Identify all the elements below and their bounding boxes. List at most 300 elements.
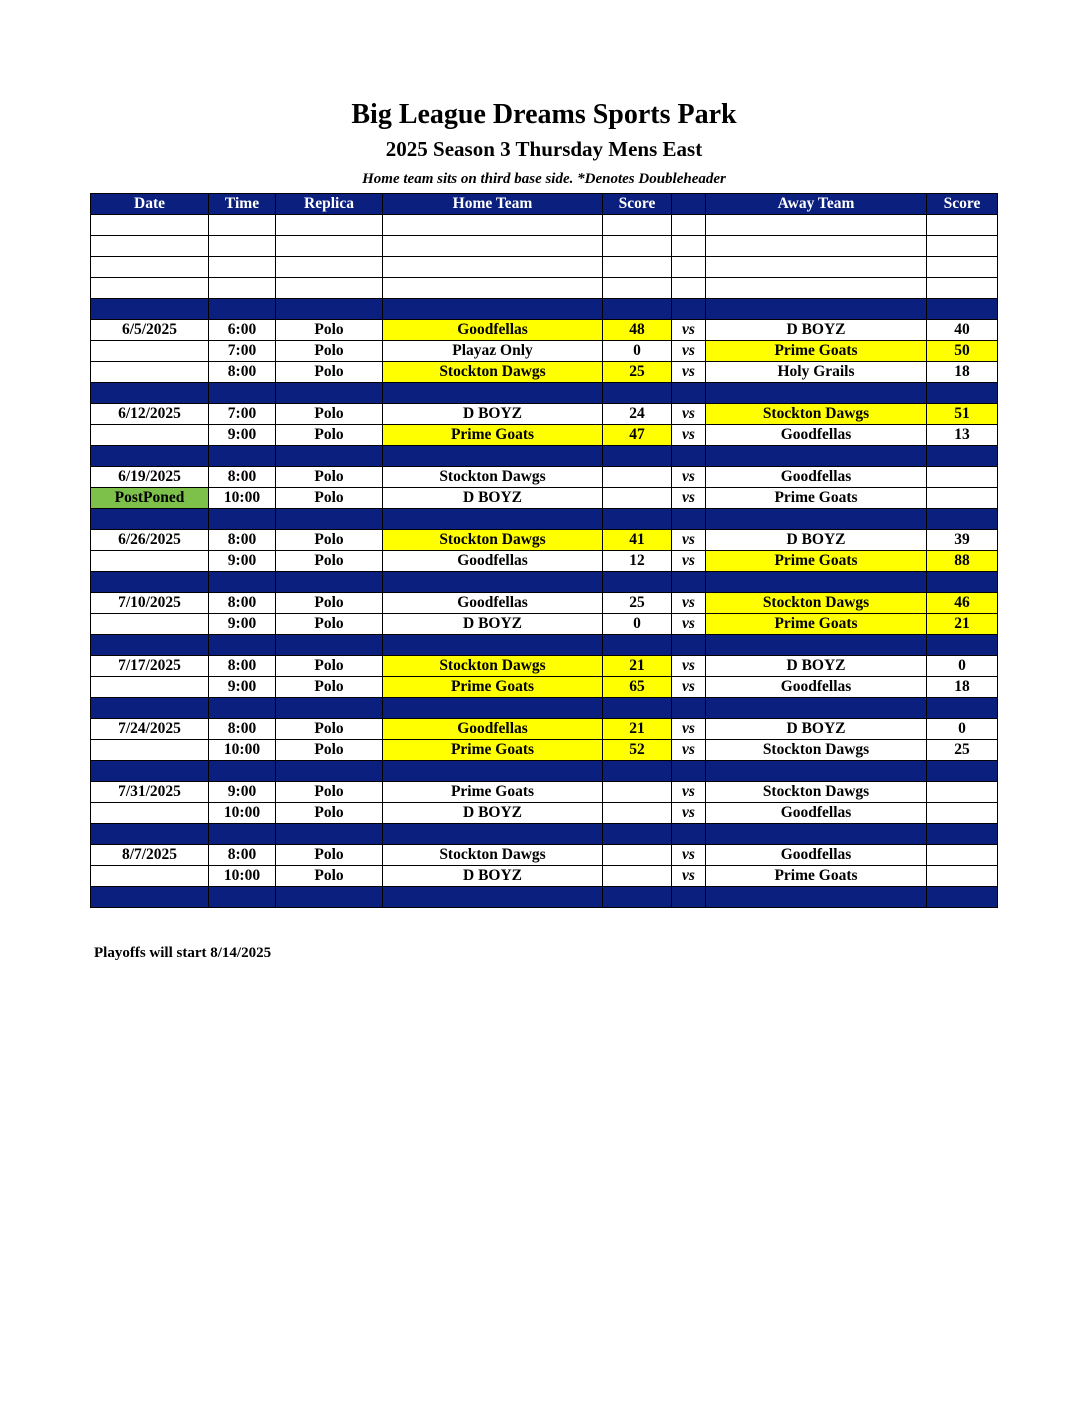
away-score-cell: 0 bbox=[927, 656, 998, 677]
week-separator-row bbox=[91, 635, 998, 656]
blank-cell bbox=[927, 215, 998, 236]
separator-cell bbox=[209, 761, 276, 782]
vs-cell: vs bbox=[672, 740, 706, 761]
separator-cell bbox=[927, 299, 998, 320]
separator-cell bbox=[276, 572, 383, 593]
blank-cell bbox=[276, 215, 383, 236]
separator-cell bbox=[91, 572, 209, 593]
time-cell: 9:00 bbox=[209, 551, 276, 572]
date-cell bbox=[91, 362, 209, 383]
separator-cell bbox=[276, 299, 383, 320]
time-cell: 8:00 bbox=[209, 719, 276, 740]
separator-cell bbox=[927, 761, 998, 782]
blank-cell bbox=[603, 278, 672, 299]
separator-cell bbox=[276, 446, 383, 467]
separator-cell bbox=[91, 635, 209, 656]
separator-cell bbox=[603, 698, 672, 719]
separator-cell bbox=[706, 509, 927, 530]
away-score-cell bbox=[927, 866, 998, 887]
away-team-cell: D BOYZ bbox=[706, 320, 927, 341]
away-score-cell bbox=[927, 845, 998, 866]
time-cell: 6:00 bbox=[209, 320, 276, 341]
playoffs-note: Playoffs will start 8/14/2025 bbox=[94, 945, 272, 961]
home-team-cell: Prime Goats bbox=[383, 425, 603, 446]
away-score-cell: 18 bbox=[927, 677, 998, 698]
separator-cell bbox=[209, 572, 276, 593]
separator-cell bbox=[603, 383, 672, 404]
replica-cell: Polo bbox=[276, 488, 383, 509]
vs-cell: vs bbox=[672, 845, 706, 866]
blank-cell bbox=[706, 278, 927, 299]
separator-cell bbox=[91, 887, 209, 908]
away-team-cell: Goodfellas bbox=[706, 845, 927, 866]
replica-cell: Polo bbox=[276, 404, 383, 425]
away-score-cell: 21 bbox=[927, 614, 998, 635]
separator-cell bbox=[276, 698, 383, 719]
replica-cell: Polo bbox=[276, 530, 383, 551]
game-row bbox=[91, 866, 998, 887]
vs-cell: vs bbox=[672, 530, 706, 551]
away-score-cell: 46 bbox=[927, 593, 998, 614]
separator-cell bbox=[603, 509, 672, 530]
time-cell: 7:00 bbox=[209, 341, 276, 362]
home-score-cell: 41 bbox=[603, 530, 672, 551]
blank-cell bbox=[383, 257, 603, 278]
away-team-cell: Goodfellas bbox=[706, 467, 927, 488]
separator-cell bbox=[383, 698, 603, 719]
time-cell: 8:00 bbox=[209, 845, 276, 866]
week-separator-row bbox=[91, 887, 998, 908]
away-score-cell: 18 bbox=[927, 362, 998, 383]
home-team-cell: Goodfellas bbox=[383, 719, 603, 740]
separator-cell bbox=[603, 299, 672, 320]
separator-cell bbox=[672, 761, 706, 782]
home-score-cell: 12 bbox=[603, 551, 672, 572]
blank-row bbox=[91, 278, 998, 299]
home-team-cell: Goodfellas bbox=[383, 320, 603, 341]
separator-cell bbox=[383, 761, 603, 782]
separator-cell bbox=[91, 698, 209, 719]
time-cell: 9:00 bbox=[209, 614, 276, 635]
date-cell: 7/10/2025 bbox=[91, 593, 209, 614]
game-row bbox=[91, 425, 998, 446]
replica-cell: Polo bbox=[276, 425, 383, 446]
date-cell: PostPoned bbox=[91, 488, 209, 509]
separator-cell bbox=[276, 383, 383, 404]
week-separator-row bbox=[91, 698, 998, 719]
week-separator-row bbox=[91, 824, 998, 845]
separator-cell bbox=[383, 635, 603, 656]
blank-cell bbox=[706, 236, 927, 257]
away-team-cell: D BOYZ bbox=[706, 530, 927, 551]
separator-cell bbox=[927, 572, 998, 593]
blank-cell bbox=[603, 236, 672, 257]
time-cell: 8:00 bbox=[209, 362, 276, 383]
game-row bbox=[91, 614, 998, 635]
separator-cell bbox=[672, 383, 706, 404]
away-team-cell: Prime Goats bbox=[706, 341, 927, 362]
away-team-cell: Holy Grails bbox=[706, 362, 927, 383]
date-cell: 7/24/2025 bbox=[91, 719, 209, 740]
date-cell bbox=[91, 866, 209, 887]
time-cell: 9:00 bbox=[209, 782, 276, 803]
time-cell: 8:00 bbox=[209, 593, 276, 614]
blank-cell bbox=[383, 215, 603, 236]
separator-cell bbox=[209, 698, 276, 719]
away-team-cell: Stockton Dawgs bbox=[706, 404, 927, 425]
week-separator-row bbox=[91, 446, 998, 467]
home-team-cell: D BOYZ bbox=[383, 866, 603, 887]
home-team-cell: D BOYZ bbox=[383, 803, 603, 824]
separator-cell bbox=[383, 383, 603, 404]
blank-cell bbox=[672, 278, 706, 299]
home-score-cell bbox=[603, 782, 672, 803]
replica-cell: Polo bbox=[276, 845, 383, 866]
home-score-cell: 0 bbox=[603, 614, 672, 635]
date-cell: 7/17/2025 bbox=[91, 656, 209, 677]
home-team-cell: Stockton Dawgs bbox=[383, 656, 603, 677]
blank-row bbox=[91, 236, 998, 257]
blank-cell bbox=[209, 236, 276, 257]
game-row bbox=[91, 467, 998, 488]
col-header-away-score: Score bbox=[927, 194, 998, 215]
separator-cell bbox=[383, 824, 603, 845]
game-row bbox=[91, 845, 998, 866]
separator-cell bbox=[276, 761, 383, 782]
game-row bbox=[91, 404, 998, 425]
blank-cell bbox=[91, 278, 209, 299]
game-row bbox=[91, 362, 998, 383]
separator-cell bbox=[209, 509, 276, 530]
separator-cell bbox=[672, 698, 706, 719]
schedule-table bbox=[90, 193, 998, 908]
game-row bbox=[91, 677, 998, 698]
replica-cell: Polo bbox=[276, 341, 383, 362]
separator-cell bbox=[706, 824, 927, 845]
blank-cell bbox=[603, 215, 672, 236]
away-score-cell: 40 bbox=[927, 320, 998, 341]
time-cell: 8:00 bbox=[209, 467, 276, 488]
away-score-cell bbox=[927, 467, 998, 488]
home-team-cell: Stockton Dawgs bbox=[383, 530, 603, 551]
col-header-replica: Replica bbox=[276, 194, 383, 215]
week-separator-row bbox=[91, 761, 998, 782]
date-cell: 8/7/2025 bbox=[91, 845, 209, 866]
separator-cell bbox=[603, 887, 672, 908]
home-team-cell: D BOYZ bbox=[383, 614, 603, 635]
col-header-home-team: Home Team bbox=[383, 194, 603, 215]
blank-cell bbox=[927, 257, 998, 278]
vs-cell: vs bbox=[672, 551, 706, 572]
away-team-cell: Goodfellas bbox=[706, 425, 927, 446]
replica-cell: Polo bbox=[276, 740, 383, 761]
away-score-cell bbox=[927, 488, 998, 509]
date-cell: 6/19/2025 bbox=[91, 467, 209, 488]
vs-cell: vs bbox=[672, 467, 706, 488]
away-team-cell: Stockton Dawgs bbox=[706, 782, 927, 803]
home-score-cell: 48 bbox=[603, 320, 672, 341]
blank-cell bbox=[706, 257, 927, 278]
separator-cell bbox=[672, 572, 706, 593]
game-row bbox=[91, 782, 998, 803]
vs-cell: vs bbox=[672, 404, 706, 425]
separator-cell bbox=[276, 824, 383, 845]
separator-cell bbox=[672, 509, 706, 530]
week-separator-row bbox=[91, 509, 998, 530]
time-cell: 9:00 bbox=[209, 425, 276, 446]
home-score-cell: 52 bbox=[603, 740, 672, 761]
replica-cell: Polo bbox=[276, 782, 383, 803]
vs-cell: vs bbox=[672, 719, 706, 740]
vs-cell: vs bbox=[672, 362, 706, 383]
separator-cell bbox=[383, 887, 603, 908]
time-cell: 10:00 bbox=[209, 866, 276, 887]
blank-cell bbox=[276, 257, 383, 278]
separator-cell bbox=[91, 824, 209, 845]
separator-cell bbox=[276, 509, 383, 530]
away-team-cell: Goodfellas bbox=[706, 677, 927, 698]
away-score-cell bbox=[927, 803, 998, 824]
replica-cell: Polo bbox=[276, 362, 383, 383]
separator-cell bbox=[383, 446, 603, 467]
separator-cell bbox=[209, 887, 276, 908]
blank-row bbox=[91, 215, 998, 236]
separator-cell bbox=[383, 299, 603, 320]
replica-cell: Polo bbox=[276, 803, 383, 824]
separator-cell bbox=[209, 299, 276, 320]
game-row bbox=[91, 740, 998, 761]
header-row bbox=[91, 194, 998, 215]
away-score-cell: 13 bbox=[927, 425, 998, 446]
separator-cell bbox=[706, 887, 927, 908]
separator-cell bbox=[706, 635, 927, 656]
separator-cell bbox=[672, 824, 706, 845]
away-team-cell: Stockton Dawgs bbox=[706, 740, 927, 761]
home-score-cell: 65 bbox=[603, 677, 672, 698]
col-header-home-score: Score bbox=[603, 194, 672, 215]
date-cell: 6/26/2025 bbox=[91, 530, 209, 551]
game-row bbox=[91, 803, 998, 824]
separator-cell bbox=[603, 824, 672, 845]
home-score-cell: 21 bbox=[603, 719, 672, 740]
away-team-cell: Prime Goats bbox=[706, 551, 927, 572]
blank-cell bbox=[672, 257, 706, 278]
vs-cell: vs bbox=[672, 782, 706, 803]
vs-cell: vs bbox=[672, 341, 706, 362]
col-header-away-team: Away Team bbox=[706, 194, 927, 215]
replica-cell: Polo bbox=[276, 677, 383, 698]
date-cell: 7/31/2025 bbox=[91, 782, 209, 803]
separator-cell bbox=[383, 509, 603, 530]
separator-cell bbox=[91, 299, 209, 320]
blank-cell bbox=[672, 215, 706, 236]
blank-cell bbox=[209, 257, 276, 278]
home-score-cell: 24 bbox=[603, 404, 672, 425]
blank-cell bbox=[276, 236, 383, 257]
date-cell bbox=[91, 341, 209, 362]
home-team-cell: D BOYZ bbox=[383, 488, 603, 509]
game-row bbox=[91, 656, 998, 677]
blank-cell bbox=[927, 278, 998, 299]
blank-cell bbox=[383, 278, 603, 299]
separator-cell bbox=[927, 887, 998, 908]
replica-cell: Polo bbox=[276, 866, 383, 887]
blank-cell bbox=[276, 278, 383, 299]
away-score-cell: 50 bbox=[927, 341, 998, 362]
separator-cell bbox=[706, 299, 927, 320]
game-row bbox=[91, 593, 998, 614]
blank-cell bbox=[672, 236, 706, 257]
away-score-cell: 88 bbox=[927, 551, 998, 572]
date-cell bbox=[91, 425, 209, 446]
separator-cell bbox=[603, 761, 672, 782]
separator-cell bbox=[276, 887, 383, 908]
blank-row bbox=[91, 257, 998, 278]
blank-cell bbox=[209, 278, 276, 299]
home-team-cell: Stockton Dawgs bbox=[383, 362, 603, 383]
week-separator-row bbox=[91, 299, 998, 320]
away-team-cell: Prime Goats bbox=[706, 866, 927, 887]
time-cell: 9:00 bbox=[209, 677, 276, 698]
away-score-cell: 39 bbox=[927, 530, 998, 551]
separator-cell bbox=[927, 698, 998, 719]
separator-cell bbox=[927, 446, 998, 467]
separator-cell bbox=[706, 383, 927, 404]
date-cell: 6/12/2025 bbox=[91, 404, 209, 425]
date-cell bbox=[91, 551, 209, 572]
schedule-body bbox=[91, 215, 998, 908]
away-score-cell: 25 bbox=[927, 740, 998, 761]
home-score-cell bbox=[603, 467, 672, 488]
separator-cell bbox=[209, 824, 276, 845]
separator-cell bbox=[276, 635, 383, 656]
home-team-cell: Prime Goats bbox=[383, 740, 603, 761]
col-header-vs bbox=[672, 194, 706, 215]
vs-cell: vs bbox=[672, 425, 706, 446]
replica-cell: Polo bbox=[276, 614, 383, 635]
home-team-cell: Prime Goats bbox=[383, 782, 603, 803]
away-team-cell: Goodfellas bbox=[706, 803, 927, 824]
week-separator-row bbox=[91, 572, 998, 593]
away-team-cell: Prime Goats bbox=[706, 614, 927, 635]
home-score-cell: 25 bbox=[603, 362, 672, 383]
blank-cell bbox=[383, 236, 603, 257]
home-score-cell: 47 bbox=[603, 425, 672, 446]
replica-cell: Polo bbox=[276, 656, 383, 677]
away-score-cell bbox=[927, 782, 998, 803]
home-team-cell: Goodfellas bbox=[383, 593, 603, 614]
home-score-cell bbox=[603, 866, 672, 887]
home-team-cell: Prime Goats bbox=[383, 677, 603, 698]
home-team-cell: Stockton Dawgs bbox=[383, 467, 603, 488]
game-row bbox=[91, 551, 998, 572]
home-score-cell: 25 bbox=[603, 593, 672, 614]
separator-cell bbox=[209, 383, 276, 404]
blank-cell bbox=[927, 236, 998, 257]
home-score-cell bbox=[603, 803, 672, 824]
separator-cell bbox=[927, 509, 998, 530]
separator-cell bbox=[672, 446, 706, 467]
separator-cell bbox=[91, 446, 209, 467]
home-team-cell: D BOYZ bbox=[383, 404, 603, 425]
separator-cell bbox=[706, 446, 927, 467]
away-team-cell: Prime Goats bbox=[706, 488, 927, 509]
separator-cell bbox=[672, 635, 706, 656]
vs-cell: vs bbox=[672, 677, 706, 698]
col-header-date: Date bbox=[91, 194, 209, 215]
replica-cell: Polo bbox=[276, 719, 383, 740]
separator-cell bbox=[706, 572, 927, 593]
home-score-cell bbox=[603, 845, 672, 866]
time-cell: 8:00 bbox=[209, 530, 276, 551]
home-score-cell: 21 bbox=[603, 656, 672, 677]
separator-cell bbox=[927, 383, 998, 404]
home-score-cell: 0 bbox=[603, 341, 672, 362]
game-row bbox=[91, 488, 998, 509]
separator-cell bbox=[91, 383, 209, 404]
separator-cell bbox=[927, 635, 998, 656]
game-row bbox=[91, 530, 998, 551]
blank-cell bbox=[91, 215, 209, 236]
date-cell bbox=[91, 614, 209, 635]
separator-cell bbox=[91, 509, 209, 530]
separator-cell bbox=[706, 761, 927, 782]
separator-cell bbox=[209, 635, 276, 656]
separator-cell bbox=[672, 887, 706, 908]
away-score-cell: 0 bbox=[927, 719, 998, 740]
page-subtitle: 2025 Season 3 Thursday Mens East bbox=[385, 137, 703, 161]
separator-cell bbox=[706, 698, 927, 719]
vs-cell: vs bbox=[672, 488, 706, 509]
date-cell: 6/5/2025 bbox=[91, 320, 209, 341]
blank-cell bbox=[706, 215, 927, 236]
page-title: Big League Dreams Sports Park bbox=[351, 99, 737, 130]
replica-cell: Polo bbox=[276, 467, 383, 488]
time-cell: 10:00 bbox=[209, 488, 276, 509]
separator-cell bbox=[603, 446, 672, 467]
separator-cell bbox=[927, 824, 998, 845]
away-team-cell: Stockton Dawgs bbox=[706, 593, 927, 614]
home-team-cell: Playaz Only bbox=[383, 341, 603, 362]
blank-cell bbox=[603, 257, 672, 278]
game-row bbox=[91, 719, 998, 740]
separator-cell bbox=[91, 761, 209, 782]
time-cell: 7:00 bbox=[209, 404, 276, 425]
week-separator-row bbox=[91, 383, 998, 404]
header-note: Home team sits on third base side. *Denotes Doubleheader bbox=[362, 171, 726, 187]
vs-cell: vs bbox=[672, 593, 706, 614]
vs-cell: vs bbox=[672, 656, 706, 677]
separator-cell bbox=[672, 299, 706, 320]
home-score-cell bbox=[603, 488, 672, 509]
time-cell: 8:00 bbox=[209, 656, 276, 677]
date-cell bbox=[91, 803, 209, 824]
separator-cell bbox=[383, 572, 603, 593]
time-cell: 10:00 bbox=[209, 803, 276, 824]
blank-cell bbox=[91, 236, 209, 257]
separator-cell bbox=[209, 446, 276, 467]
date-cell bbox=[91, 677, 209, 698]
replica-cell: Polo bbox=[276, 551, 383, 572]
replica-cell: Polo bbox=[276, 593, 383, 614]
col-header-time: Time bbox=[209, 194, 276, 215]
away-score-cell: 51 bbox=[927, 404, 998, 425]
vs-cell: vs bbox=[672, 803, 706, 824]
date-cell bbox=[91, 740, 209, 761]
vs-cell: vs bbox=[672, 320, 706, 341]
home-team-cell: Goodfellas bbox=[383, 551, 603, 572]
replica-cell: Polo bbox=[276, 320, 383, 341]
